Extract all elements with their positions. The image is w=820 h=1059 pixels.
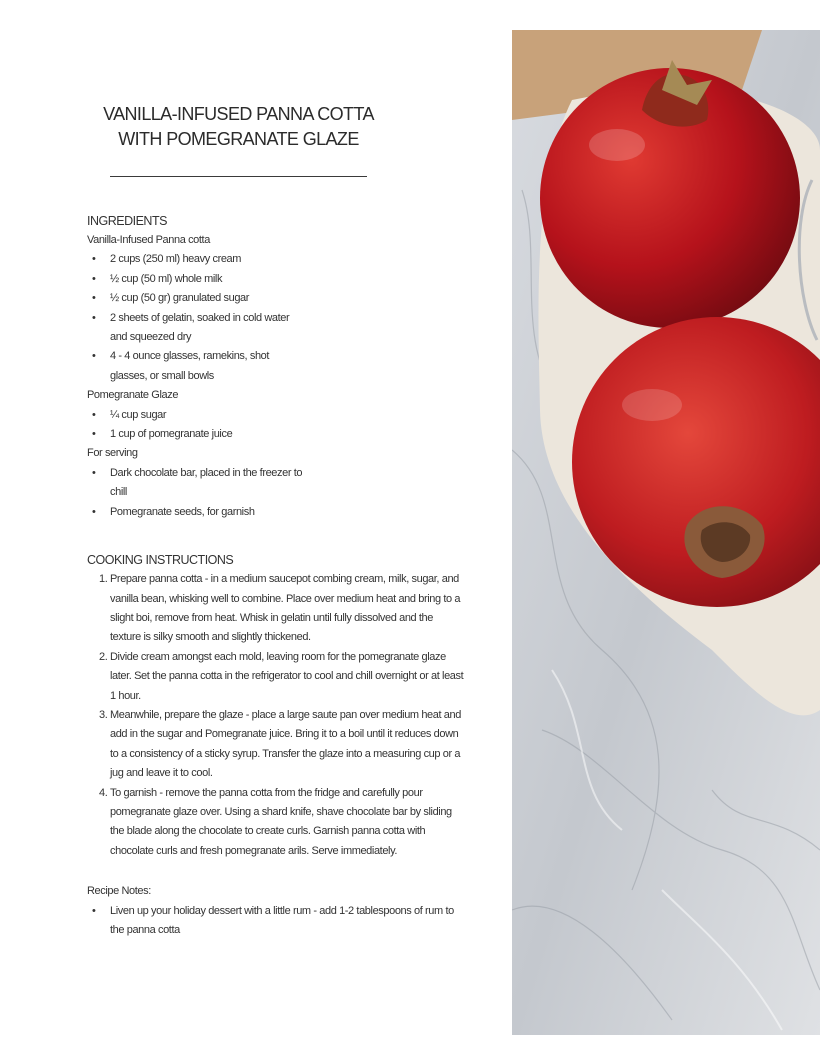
title-divider — [110, 176, 367, 177]
step-text: To garnish - remove the panna cotta from the fridge and carefully pour pomegranate glaze over. Using a shard knife, shave chocolate bar by sliding the blade along the chocolate to create curls. Garnish panna cotta with chocolate curls and fresh pomegranate arils. Serve immediately. — [110, 786, 452, 857]
ingredients-heading: INGREDIENTS — [87, 214, 167, 228]
ingredient-item: • ½ cup (50 gr) granulated sugar — [87, 289, 305, 308]
instruction-step — [87, 706, 465, 784]
step-text: Divide cream amongst each mold, leaving room for the pomegranate glaze later. Set the panna cotta in the refrigerator to cool and chill overnight or at least 1 hour. — [110, 650, 464, 702]
notes-list — [87, 902, 467, 941]
ingredient-item: • Pomegranate seeds, for garnish — [87, 503, 305, 522]
ingredient-group-name: For serving — [87, 447, 138, 460]
recipe-title-line-1: VANILLA-INFUSED PANNA COTTA — [103, 104, 374, 124]
step-text: Meanwhile, prepare the glaze - place a large saute pan over medium heat and add in the sugar and Pomegranate juice. Bring it to a boil until it reduces down to a consistency of a sticky syrup. Transfer the glaze into a measuring cup or a jug and leave it to cool. — [110, 708, 461, 780]
pomegranate-photo — [512, 30, 820, 1035]
step-text: Prepare panna cotta - in a medium saucepot combing cream, milk, sugar, and vanilla bean, whisking well to combine. Place over medium heat and bring to a slight boi, remove from heat. Whisk in gelatin until fully dissolved and the texture is silky smooth and slightly thickened. — [110, 573, 461, 644]
recipe-notes-section — [87, 882, 467, 940]
instructions-heading: COOKING INSTRUCTIONS — [87, 553, 234, 568]
recipe-title — [96, 102, 381, 152]
recipe-title-line-2: WITH POMEGRANATE GLAZE — [118, 129, 359, 149]
ingredient-item: • 2 cups (250 ml) heavy cream — [87, 250, 305, 269]
instruction-list — [87, 570, 467, 861]
ingredient-item: • 2 sheets of gelatin, soaked in cold water and squeezed dry — [87, 309, 305, 348]
note-item: • Liven up your holiday dessert with a little rum - add 1-2 tablespoons of rum to the panna cotta — [87, 902, 455, 941]
ingredients-section — [87, 212, 467, 522]
ingredient-group-name: Pomegranate Glaze — [87, 389, 179, 402]
ingredient-item: • ¼ cup sugar — [87, 406, 305, 425]
ingredient-item: • ½ cup (50 ml) whole milk — [87, 270, 305, 289]
ingredient-list — [87, 464, 467, 522]
ingredient-group-name: Vanilla-Infused Panna cotta — [87, 234, 210, 246]
ingredient-list — [87, 406, 467, 445]
step-number: 2. — [99, 650, 108, 663]
instruction-step — [87, 784, 465, 862]
step-number: 3. — [99, 708, 108, 721]
step-number: 4. — [99, 786, 108, 799]
recipe-notes-heading: Recipe Notes: — [87, 885, 151, 898]
instructions-section — [87, 551, 467, 861]
instruction-step — [87, 648, 465, 706]
ingredient-item: • Dark chocolate bar, placed in the freezer to chill — [87, 464, 305, 503]
ingredient-item: • 1 cup of pomegranate juice — [87, 425, 305, 444]
step-number: 1. — [99, 573, 108, 586]
ingredient-list — [87, 250, 467, 386]
ingredient-item: • 4 - 4 ounce glasses, ramekins, shot glasses, or small bowls — [87, 347, 305, 386]
recipe-body — [87, 212, 467, 940]
instruction-step — [87, 570, 465, 648]
